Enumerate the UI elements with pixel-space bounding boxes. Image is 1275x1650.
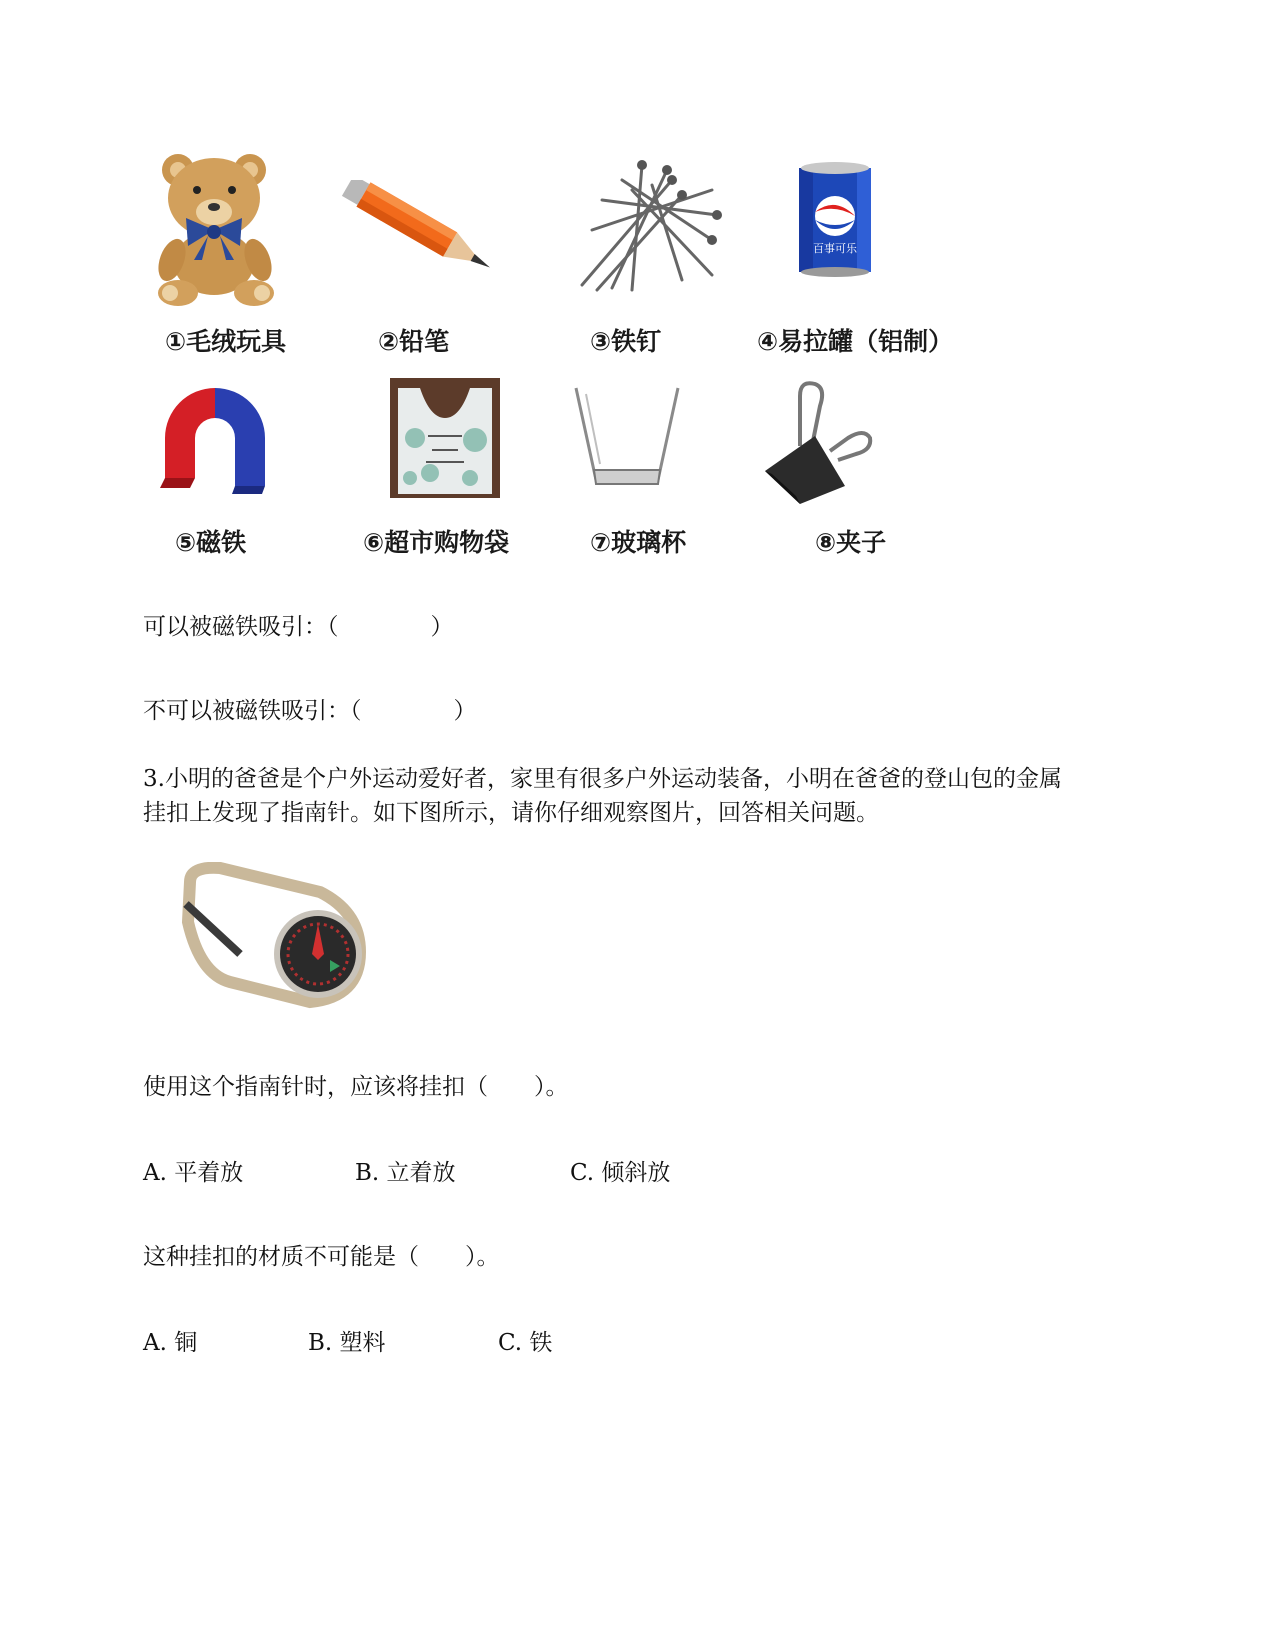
compass-carabiner-image (170, 862, 370, 1012)
can-brand-label: 百事可乐 (813, 242, 857, 255)
attracted-question: 可以被磁铁吸引：（ ） (143, 614, 454, 640)
caption-plush-toy: ①毛绒玩具 (165, 327, 287, 356)
caption-magnet: ⑤磁铁 (175, 528, 247, 557)
shopping-bag-image (390, 378, 500, 498)
question-3a-stem: 使用这个指南针时，应该将挂扣（ ）。 (143, 1074, 569, 1100)
soda-can-image (795, 160, 875, 280)
glass-cup-image (572, 384, 682, 494)
question-3b-option-b[interactable]: B. 塑料 (308, 1330, 386, 1356)
caption-clip: ⑧夹子 (815, 528, 887, 557)
caption-glass-cup: ⑦玻璃杯 (590, 528, 687, 557)
question-3a-option-a[interactable]: A. 平着放 (143, 1160, 244, 1186)
teddy-bear-image (150, 148, 290, 308)
question-3-text: 3.小明的爸爸是个户外运动爱好者，家里有很多户外运动装备，小明在爸爸的登山包的金属挂扣上发现了指南针。如下图所示，请你仔细观察图片，回答相关问题。 (143, 766, 1062, 826)
caption-iron-nails: ③铁钉 (590, 327, 662, 356)
caption-shopping-bag: ⑥超市购物袋 (363, 528, 510, 557)
question-3b-option-c[interactable]: C. 铁 (498, 1330, 553, 1356)
question-3b-stem: 这种挂扣的材质不可能是（ ）。 (143, 1244, 500, 1270)
question-3b-option-a[interactable]: A. 铜 (143, 1330, 198, 1356)
binder-clip-image (760, 376, 880, 506)
nails-image (572, 160, 722, 295)
pencil-image (340, 180, 510, 280)
caption-pencil: ②铅笔 (378, 327, 450, 356)
not-attracted-question: 不可以被磁铁吸引：（ ） (143, 698, 477, 724)
question-3a-option-c[interactable]: C. 倾斜放 (570, 1160, 671, 1186)
caption-aluminum-can: ④易拉罐（铝制） (757, 327, 954, 356)
horseshoe-magnet-image (150, 378, 280, 498)
question-3a-option-b[interactable]: B. 立着放 (355, 1160, 456, 1186)
